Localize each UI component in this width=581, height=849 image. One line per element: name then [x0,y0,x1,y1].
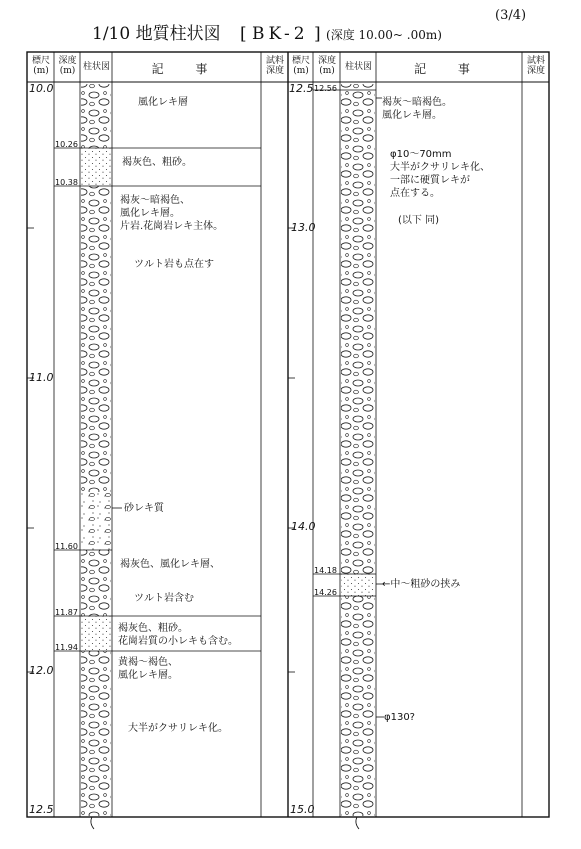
title-prefix: 1/10 地質柱状図 [92,24,221,44]
litho-gravel-r1 [341,84,375,574]
depth-label: 11.60 [55,542,78,551]
note: φ10～70mm 大半がクサリレキ化、 一部に硬質レキが 点在する。 [390,149,490,199]
header-notes-left: 記 事 [151,62,222,76]
note: (以下 同) [398,215,439,226]
litho-sand-r1 [341,574,375,596]
scale-label: 12.0 [29,664,54,677]
header-scale-right: 標尺 (m) [291,56,310,76]
header-notes-right: 記 事 [414,62,484,76]
litho-sandgravel [81,492,111,550]
note: φ130? [384,712,415,723]
scale-label: 14.0 [291,520,316,533]
litho-gravel-3 [81,550,111,616]
title-bracket-close: ] [313,24,321,44]
header-sample-right: 試料 深度 [526,56,545,76]
note: 褐灰～暗褐色。 風化レキ層。 [382,97,452,121]
title-bracket-open: [ [240,24,247,44]
scale-label: 12.5 [29,803,54,816]
hole-id: BK-2 [252,24,309,44]
scale-label: 15.0 [290,803,315,816]
scale-label: 12.5 [289,82,314,95]
header-depth-left: 深度 (m) [58,56,77,76]
note: ツルト岩も点在す [134,259,214,270]
scale-label: 13.0 [291,221,316,234]
note: 褐灰色、風化レキ層、 [120,559,220,570]
note: 大半がクサリレキ化。 [128,723,228,734]
note: 褐灰～暗褐色、 風化レキ層。 片岩.花崗岩レキ主体。 [120,195,224,232]
litho-sand-2 [81,616,111,651]
page-number: (3/4) [495,8,527,23]
depth-label: 11.94 [55,643,78,652]
note: 風化レキ層 [138,97,188,108]
scale-label: 11.0 [29,371,54,384]
litho-gravel-2 [81,186,111,492]
header-column-left: 柱状図 [82,62,110,72]
header-column-right: 柱状図 [344,62,372,72]
litho-gravel-4 [81,651,111,816]
note: 褐灰色、粗砂。 花崗岩質の小レキも含む。 [118,623,238,647]
depth-label: 11.87 [55,608,78,617]
header-sample-left: 試料 深度 [265,56,284,76]
header-scale-left: 標尺 (m) [31,56,50,76]
litho-gravel-1 [81,84,111,148]
note: 褐灰色、粗砂。 [122,157,192,168]
note: 砂レキ質 [124,503,164,514]
note: ←中～粗砂の挟み [382,579,461,590]
depth-label: 10.38 [55,178,78,187]
depth-range: (深度 10.00~ .00m) [326,28,442,42]
depth-label: 10.26 [55,140,78,149]
note: 黄褐～褐色、 風化レキ層。 [118,657,178,681]
depth-label: 14.26 [314,588,337,597]
litho-sand-1 [81,148,111,186]
header-depth-right: 深度 (m) [317,56,336,76]
scale-label: 10.0 [29,82,54,95]
litho-gravel-r2 [341,596,375,816]
note: ツルト岩含む [134,593,194,604]
depth-label: 14.18 [314,566,337,575]
depth-label: 12.56 [314,84,337,93]
